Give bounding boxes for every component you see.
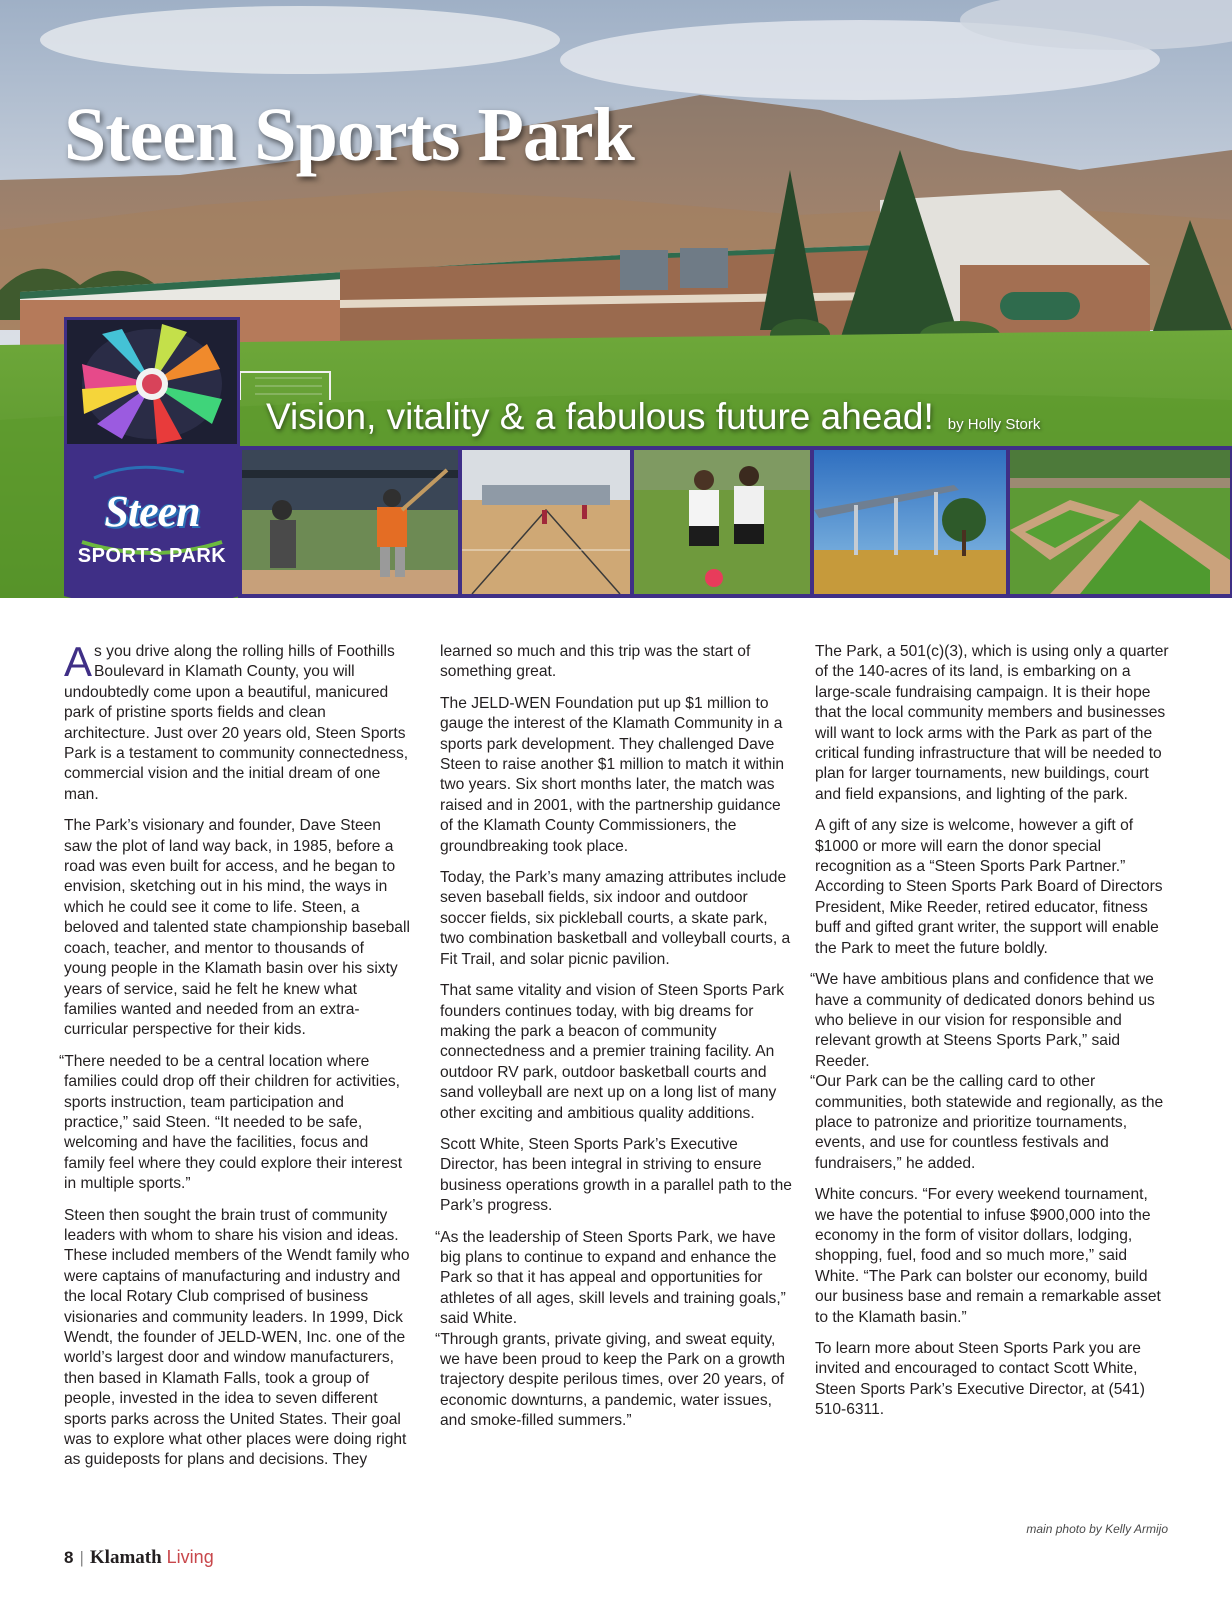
paragraph: “We have ambitious plans and confidence that we have a community of dedicated donors behind us who believe in our vision for responsible and relevant growth at Steens Sports Park,” said Reeder. — [810, 971, 1155, 1070]
logo-tagline: SPORTS PARK — [77, 545, 227, 567]
paragraph: “As the leadership of Steen Sports Park, we have big plans to continue to expand and enhance the Park so that it has appeal and opportunities for athletes of all ages, skill levels and training goals,” said White. — [435, 1228, 786, 1328]
subtitle: Vision, vitality & a fabulous future ahead! — [266, 396, 934, 437]
page-number: 8 — [64, 1548, 74, 1567]
page-footer — [64, 1547, 214, 1569]
hero-section — [0, 0, 1232, 598]
paragraph: Steen then sought the brain trust of community leaders with whom to share his vision and ideas. These included members of the Wendt family who were captains of manufacturing and industry and the local Rotary Club comprised of business visionaries and community leaders. In 1999, Dick Wendt, the founder of JELD-WEN, Inc. one of the world’s largest door and window manufacturers, then based in Klamath Falls, took a group of people, invested in the idea to seven different sports parks across the United States. Their goal was to explore what other places were doing right as guideposts for plans and decisions. They — [64, 1206, 410, 1469]
magazine-subname: Living — [166, 1547, 214, 1567]
paragraph: The JELD-WEN Foundation put up $1 million to gauge the interest of the Klamath Community in a sports park development. They challenged Dave Steen to raise another $1 million to match it within two years. Six short months later, the match was raised and in 2001, with the partnership guidance of the Klamath County Commissioners, the groundbreaking took place. — [440, 694, 785, 855]
paragraph: “Our Park can be the calling card to other communities, both statewide and regionally, as the place to patronize and prioritize tournaments, events, and use for countless festivals and fundraisers,” he added. — [810, 1073, 1164, 1172]
photo-credit: main photo by Kelly Armijo — [1026, 1522, 1168, 1536]
paragraph: To learn more about Steen Sports Park you are invited and encouraged to contact Scott White, Steen Sports Park’s Executive Director, at (541) 510-6311. — [815, 1340, 1145, 1419]
byline: by Holly Stork — [947, 416, 1041, 433]
article-column-1 — [59, 638, 410, 1482]
drop-cap: A — [64, 638, 93, 685]
paragraph: Scott White, Steen Sports Park’s Executive Director, has been integral in striving to ensure business operations growth in a parallel path to the Park’s progress. — [440, 1135, 792, 1215]
paragraph: The Park, a 501(c)(3), which is using only a quarter of the 140-acres of its land, is embarking on a large-scale fundraising campaign. It is their hope that the local community members and businesses will want to lock arms with the Park as part of the critical funding infrastructure that will be needed to plan for larger tournaments, new buildings, court and field expansions, and lighting of the park. — [815, 643, 1169, 803]
paragraph: learned so much and this trip was the start of something great. — [440, 643, 751, 681]
paragraph: The Park’s visionary and founder, Dave Steen saw the plot of land way back, in 1985, before a road was even built for access, and he began to envision, sketching out in his mind, the ways in which he could see it come to life. Steen, a beloved and talented state championship baseball coach, teacher, and mentor to thousands of young people in the Klamath basin over his sixty years of service, said he felt he knew what families wanted and needed from an extra-curricular perspective for their kids. — [64, 817, 410, 1039]
paragraph: As you drive along the rolling hills of Foothills Boulevard in Klamath County, you will undoubtedly come upon a beautiful, manicured park of pristine sports fields and clean architecture. Just over 20 years old, Steen Sports Park is a testament to community connectedness, commercial vision and the initial dream of one man. — [64, 638, 409, 803]
soccer-girls-photo — [634, 450, 810, 594]
paragraph: A gift of any size is welcome, however a gift of $1000 or more will earn the donor special recognition as a “Steen Sports Park Partner.” According to Steen Sports Park Board of Directors President, Mike Reeder, retired educator, fitness buff and gifted grant writer, the support will enable the Park to meet the future boldly. — [815, 817, 1163, 957]
footer-separator: | — [79, 1548, 84, 1567]
article-column-3 — [810, 642, 1170, 1432]
page-title: Steen Sports Park — [64, 93, 634, 177]
logo-wordmark: Steen — [104, 487, 200, 536]
paragraph: “There needed to be a central location where families could drop off their children for activities, sports instruction, team participation and practice,” said Steen. “It needed to be safe, welcoming and have the facilities, focus and family feel where they could explore their interest in multiple sports.” — [59, 1052, 403, 1193]
article-column-2 — [435, 642, 792, 1443]
magazine-name: Klamath — [89, 1547, 162, 1568]
paragraph: “Through grants, private giving, and sweat equity, we have been proud to keep the Park on a growth trajectory despite perilous times, over 20 years, of economic downturns, a pandemic, water issues, and smoke-filled summers.” — [435, 1330, 786, 1430]
shoes-photo — [64, 317, 240, 447]
paragraph: White concurs. “For every weekend tournament, we have the potential to infuse $900,000 into the economy in the form of visitor dollars, lodging, shopping, fuel, food and so much more,” said White. “The Park can bolster our economy, build our business base and remain a remarkable asset to the Klamath basin.” — [815, 1186, 1161, 1326]
indoor-court-photo — [462, 450, 630, 594]
paragraph: Today, the Park’s many amazing attributes include seven baseball fields, six indoor and outdoor soccer fields, six pickleball courts, a skate park, two combination basketball and volleyball courts, a Fit Trail, and solar picnic pavilion. — [440, 869, 791, 968]
baseball-fields-photo — [1010, 450, 1230, 594]
photo-strip — [238, 446, 1232, 598]
baseball-batter-photo — [242, 450, 458, 594]
subtitle-band — [240, 396, 1232, 446]
solar-pavilion-photo — [814, 450, 1006, 594]
paragraph: That same vitality and vision of Steen Sports Park founders continues today, with big dreams for making the park a beacon of community connectedness and a premier training facility. An outdoor RV park, outdoor basketball courts and sand volleyball are next up on a long list of many other exciting and ambitious quality additions. — [440, 982, 785, 1122]
